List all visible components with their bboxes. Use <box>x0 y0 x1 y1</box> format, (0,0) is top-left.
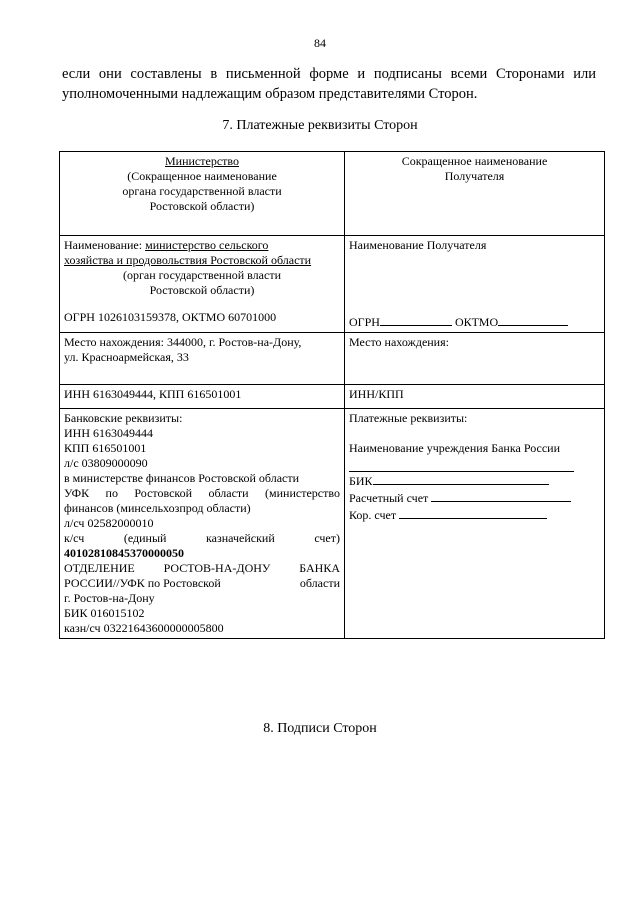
recipient-inn-label: ИНН/КПП <box>349 387 404 401</box>
bank-line-1: Банковские реквизиты: <box>64 411 183 425</box>
ministry-name-value-2: хозяйства и продовольствия Ростовской области <box>64 253 312 267</box>
bank-line-11 <box>64 561 340 576</box>
recipient-oktmo-label: ОКТМО <box>451 315 499 329</box>
recipient-account <box>349 489 600 506</box>
table-row-name <box>60 236 605 333</box>
bank-line-4: л/с 03809000090 <box>64 456 148 470</box>
bank-line-9-w1: к/сч <box>64 531 85 545</box>
bank-line-9-w2: (единый <box>123 531 167 545</box>
bank-line-13: г. Ростов-на-Дону <box>64 591 155 605</box>
bank-line-12 <box>64 576 340 591</box>
section-8-title: 8. Подписи Сторон <box>263 721 377 736</box>
recipient-inn-cell <box>345 385 605 409</box>
ministry-location-2: ул. Красноармейская, 33 <box>64 350 189 364</box>
recipient-account-label: Расчетный счет <box>349 491 429 505</box>
recipient-bank-cell <box>345 409 605 639</box>
bank-line-6-w5: (министерство <box>265 486 340 500</box>
ministry-name-cell <box>60 236 345 333</box>
bank-line-6 <box>64 486 340 501</box>
payment-details-table <box>59 151 605 639</box>
recipient-bank-line-2: Наименование учреждения Банка России <box>349 441 560 455</box>
bank-line-14: БИК 016015102 <box>64 606 145 620</box>
table-row-bank <box>60 409 605 639</box>
account-blank-line <box>431 489 571 502</box>
recipient-header-1: Сокращенное наименование <box>401 154 548 168</box>
intro-paragraph: если они составлены в письменной форме и подписаны всеми Сторонами или уполномоченными надлежащим образом представителями Сторон. <box>62 66 596 102</box>
bank-line-6-w4: области <box>208 486 249 500</box>
table-header-row <box>60 152 605 236</box>
recipient-location-label: Место нахождения: <box>349 335 449 349</box>
bank-line-12-w1: РОССИИ//УФК по Ростовской <box>64 576 221 590</box>
ministry-inn-cell <box>60 385 345 409</box>
bank-line-3: КПП 616501001 <box>64 441 147 455</box>
ministry-location-1: Место нахождения: 344000, г. Ростов-на-Дону, <box>64 335 302 349</box>
table-row-inn <box>60 385 605 409</box>
ministry-ogrn-oktmo: ОГРН 1026103159378, ОКТМО 60701000 <box>64 310 277 324</box>
recipient-bank-line-1: Платежные реквизиты: <box>349 411 468 425</box>
recipient-ogrn-oktmo <box>349 313 600 330</box>
recipient-bik-label: БИК <box>349 474 373 488</box>
ministry-name-sub-1: (орган государственной власти <box>122 268 281 282</box>
oktmo-blank-line <box>498 313 568 326</box>
bank-line-6-w1: УФК <box>64 486 90 500</box>
ministry-name-value-1: министерство сельского <box>145 238 269 252</box>
bank-line-9-w3: казначейский <box>206 531 275 545</box>
ministry-header-cell <box>60 152 345 236</box>
recipient-location-cell <box>345 333 605 385</box>
recipient-header-cell <box>345 152 605 236</box>
bank-line-15: казн/сч 03221643600000005800 <box>64 621 224 635</box>
ministry-sub-2: органа государственной власти <box>122 184 282 198</box>
bank-line-9 <box>64 531 340 546</box>
recipient-header-2: Получателя <box>444 169 505 183</box>
bank-line-6-w3: Ростовской <box>134 486 193 500</box>
bank-line-2: ИНН 6163049444 <box>64 426 153 440</box>
bank-line-9-w4: счет) <box>314 531 340 545</box>
ministry-name-line-1 <box>64 238 340 253</box>
bik-blank-line <box>373 472 549 485</box>
bank-line-5: в министерстве финансов Ростовской области <box>64 471 300 485</box>
corr-blank-line <box>399 506 547 519</box>
recipient-ogrn-label: ОГРН <box>349 315 380 329</box>
section-7-title: 7. Платежные реквизиты Сторон <box>222 118 418 133</box>
bank-line-7: финансов (минсельхозпрод области) <box>64 501 251 515</box>
treasury-account-number: 40102810845370000050 <box>64 546 184 560</box>
bank-line-11-w3: БАНКА <box>299 561 340 575</box>
bank-line-8: л/сч 02582000010 <box>64 516 154 530</box>
recipient-corr-label: Кор. счет <box>349 508 397 522</box>
recipient-name-label: Наименование Получателя <box>349 238 487 252</box>
bank-line-6-w2: по <box>105 486 118 500</box>
ogrn-blank-line <box>380 313 452 326</box>
ministry-location-cell <box>60 333 345 385</box>
ministry-name-sub-2: Ростовской области) <box>149 283 255 297</box>
ministry-name-label: Наименование: <box>64 238 146 252</box>
recipient-bik <box>349 472 600 489</box>
recipient-corr <box>349 506 600 523</box>
bank-line-11-w2: РОСТОВ-НА-ДОНУ <box>163 561 271 575</box>
ministry-sub-3: Ростовской области) <box>149 199 255 213</box>
ministry-inn: ИНН 6163049444, КПП 616501001 <box>64 387 242 401</box>
recipient-name-cell <box>345 236 605 333</box>
ministry-bank-cell <box>60 409 345 639</box>
table-row-location <box>60 333 605 385</box>
ministry-sub-1: (Сокращенное наименование <box>127 169 277 183</box>
bank-name-blank-line <box>349 456 574 472</box>
bank-line-11-w1: ОТДЕЛЕНИЕ <box>64 561 135 575</box>
ministry-title: Министерство <box>165 154 239 168</box>
bank-line-12-w2: области <box>299 576 340 590</box>
page-number: 84 <box>314 36 326 50</box>
